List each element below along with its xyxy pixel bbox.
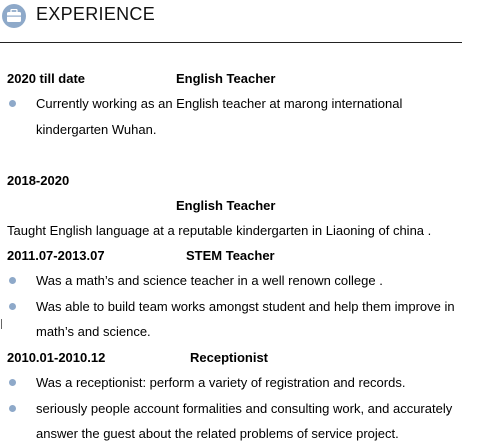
bullet-icon (9, 277, 16, 284)
entry-bullet-text: Was able to build team works amongst student and help them improve in (36, 299, 455, 314)
section-divider (0, 42, 462, 43)
entry-role: English Teacher (176, 71, 276, 86)
bullet-icon (9, 100, 16, 107)
section-header (0, 0, 477, 44)
bullet-icon (9, 405, 16, 412)
entry-role: Receptionist (190, 350, 269, 365)
text-cursor (1, 319, 2, 329)
entry-bullet-text: math’s and science. (36, 324, 151, 339)
entry-date: 2010.01-2010.12 (7, 350, 106, 365)
entry-bullet-text: Was a math’s and science teacher in a well renown college . (36, 273, 383, 288)
entry-role: English Teacher (176, 198, 276, 213)
entry-role: STEM Teacher (186, 248, 275, 263)
entry-bullet-text: kindergarten Wuhan. (36, 122, 157, 137)
entry-bullet-text: Currently working as an English teacher at marong international (36, 96, 403, 111)
section-title: EXPERIENCE (36, 4, 156, 24)
briefcase-icon (2, 4, 26, 28)
bullet-icon (9, 379, 16, 386)
entry-date: 2020 till date (7, 71, 86, 86)
entry-description: Taught English language at a reputable kindergarten in Liaoning of china . (7, 223, 432, 238)
entry-date: 2011.07-2013.07 (7, 248, 105, 263)
entry-bullet-text: answer the guest about the related problems of service project. (36, 426, 399, 441)
entry-bullet-text: seriously people account formalities and consulting work, and accurately (36, 401, 453, 416)
entry-date: 2018-2020 (7, 173, 70, 188)
entry-bullet-text: Was a receptionist: perform a variety of registration and records. (36, 375, 406, 390)
bullet-icon (9, 303, 16, 310)
